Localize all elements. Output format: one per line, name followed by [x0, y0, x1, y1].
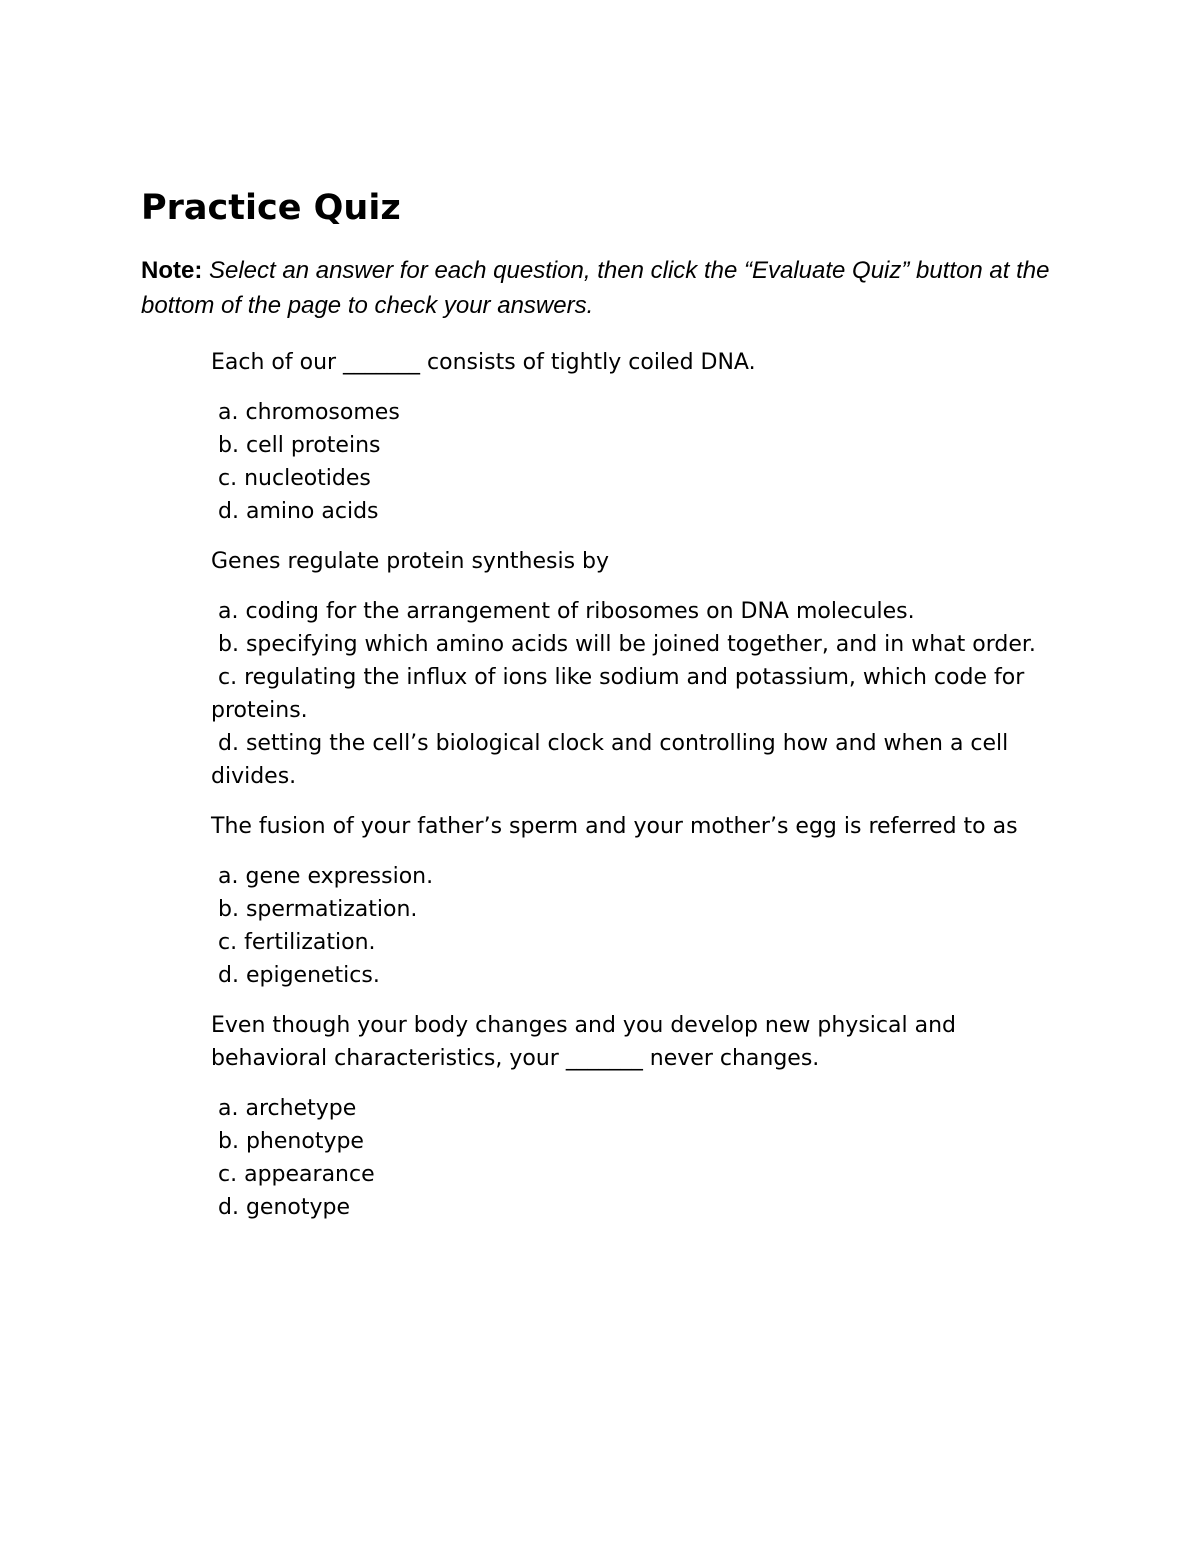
option-letter: b. [218, 897, 239, 922]
option-letter: a. [218, 400, 239, 425]
question-2-options [211, 595, 1071, 793]
question-3-option-c[interactable] [211, 926, 1071, 959]
option-text: cell proteins [245, 433, 381, 458]
option-letter: b. [218, 433, 239, 458]
question-4-option-b[interactable] [211, 1125, 1071, 1158]
option-text: nucleotides [244, 466, 371, 491]
option-letter: a. [218, 1096, 239, 1121]
question-3-options [211, 860, 1071, 992]
question-1-option-d[interactable] [211, 495, 1071, 528]
option-text: chromosomes [245, 400, 400, 425]
question-1-option-a[interactable] [211, 396, 1071, 429]
note-text: Select an answer for each question, then click the “Evaluate Quiz” button at the bottom of the page to check your answers. [141, 257, 1050, 319]
question-1-option-c[interactable] [211, 462, 1071, 495]
option-letter: b. [218, 632, 239, 657]
option-text: gene expression. [245, 864, 434, 889]
question-4-option-d[interactable] [211, 1191, 1071, 1224]
option-letter: d. [218, 963, 239, 988]
question-1: Each of our _______ consists of tightly coiled DNA. [211, 350, 756, 375]
question-2-option-a[interactable] [211, 595, 1071, 628]
option-text: genotype [245, 1195, 351, 1220]
question-2-option-d[interactable] [211, 727, 1071, 793]
option-letter: d. [218, 1195, 239, 1220]
option-letter: c. [218, 930, 238, 955]
question-3-option-d[interactable] [211, 959, 1071, 992]
question-3-option-b[interactable] [211, 893, 1071, 926]
note-label: Note: [141, 257, 203, 284]
option-letter: c. [218, 466, 238, 491]
option-letter: c. [218, 665, 238, 690]
option-letter: d. [218, 499, 239, 524]
option-letter: a. [218, 864, 239, 889]
question-4-option-a[interactable] [211, 1092, 1071, 1125]
question-3-option-a[interactable] [211, 860, 1071, 893]
option-text: specifying which amino acids will be joined together, and in what order. [245, 632, 1036, 657]
option-text: epigenetics. [245, 963, 380, 988]
instructions-note [141, 253, 1081, 323]
page-title: Practice Quiz [141, 188, 401, 228]
question-2-option-b[interactable] [211, 628, 1071, 661]
option-text: phenotype [245, 1129, 364, 1154]
option-letter: a. [218, 599, 239, 624]
question-2: Genes regulate protein synthesis by [211, 549, 610, 574]
option-text: archetype [245, 1096, 357, 1121]
quiz-questions [211, 346, 1071, 1241]
question-1-options [211, 396, 1071, 528]
option-letter: d. [218, 731, 239, 756]
option-text: coding for the arrangement of ribosomes on DNA molecules. [245, 599, 915, 624]
option-letter: c. [218, 1162, 238, 1187]
question-4: Even though your body changes and you develop new physical and behavioral characteristics, your _______ never changes. [211, 1013, 956, 1071]
question-2-option-c[interactable] [211, 661, 1071, 727]
option-letter: b. [218, 1129, 239, 1154]
option-text: fertilization. [244, 930, 376, 955]
question-4-options [211, 1092, 1071, 1224]
option-text: setting the cell’s biological clock and controlling how and when a cell divides. [211, 731, 1009, 789]
question-3: The fusion of your father’s sperm and your mother’s egg is referred to as [211, 814, 1018, 839]
option-text: spermatization. [245, 897, 418, 922]
option-text: regulating the influx of ions like sodium and potassium, which code for proteins. [211, 665, 1025, 723]
option-text: amino acids [245, 499, 379, 524]
question-4-option-c[interactable] [211, 1158, 1071, 1191]
question-1-option-b[interactable] [211, 429, 1071, 462]
option-text: appearance [244, 1162, 375, 1187]
